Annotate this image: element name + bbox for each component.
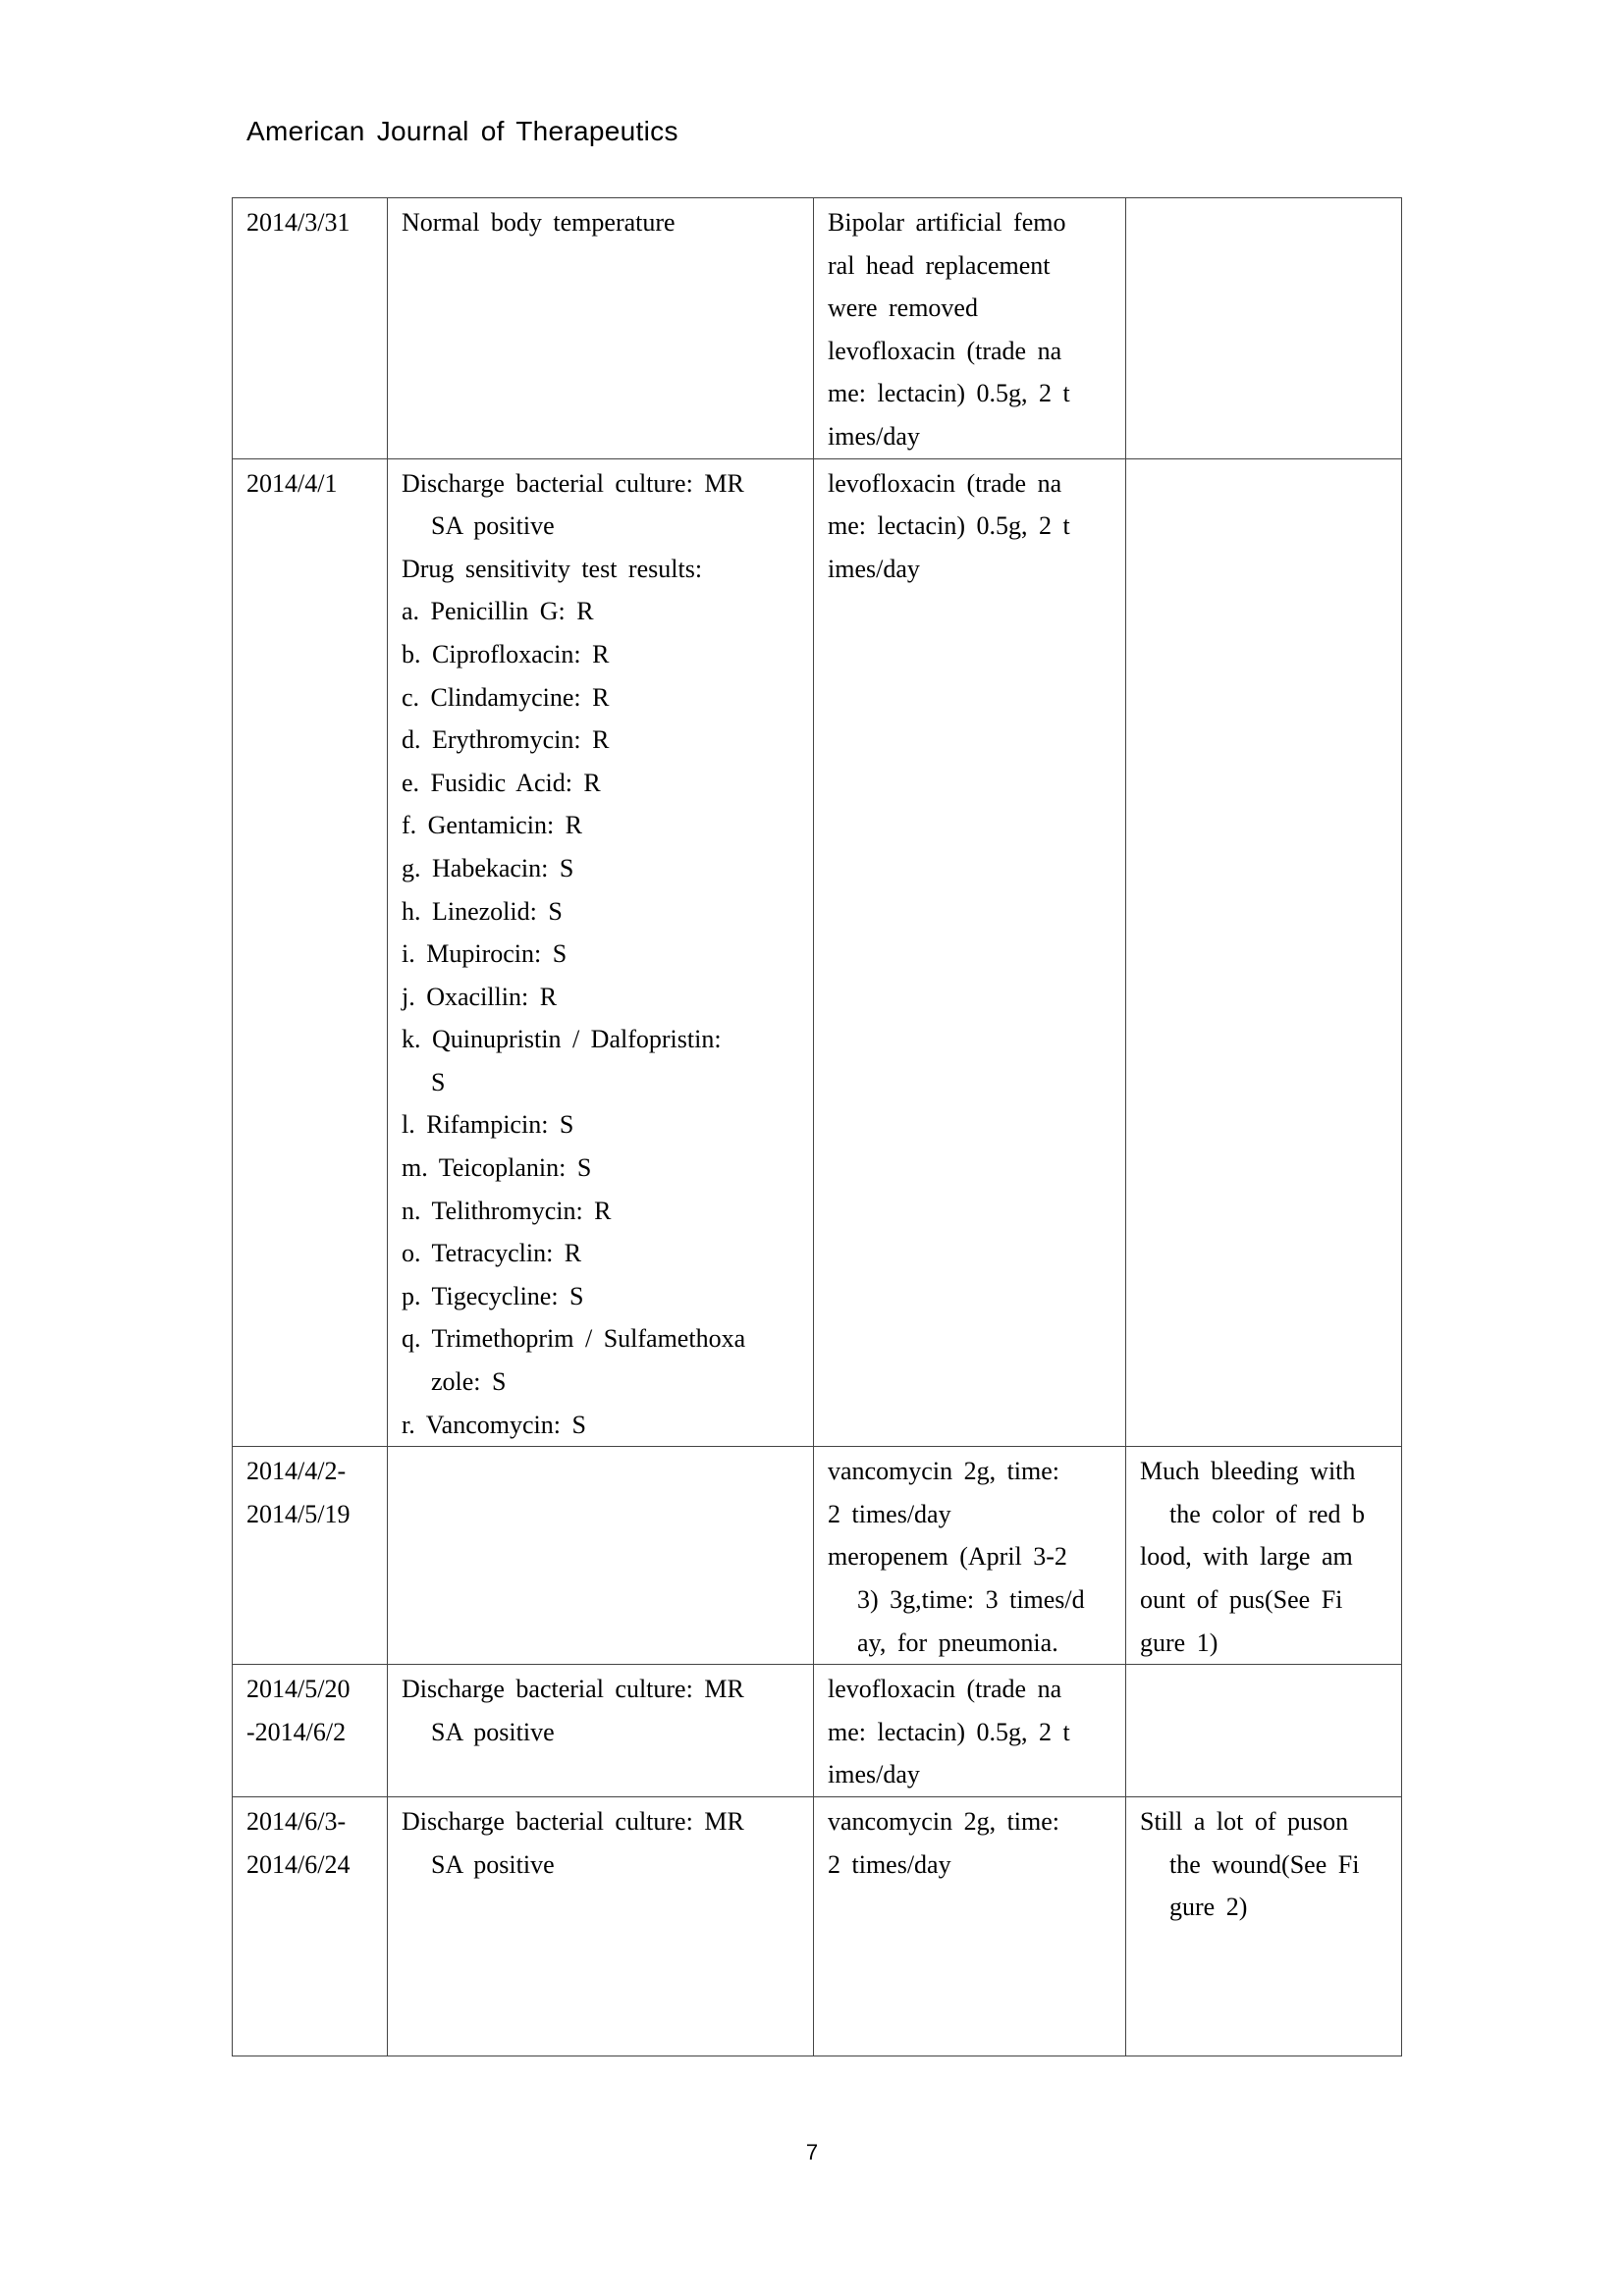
cell-text-line: 2014/6/3-: [246, 1806, 347, 1836]
cell-text-line: 2 times/day: [828, 1499, 951, 1528]
cell-text-line: zole: S: [431, 1367, 507, 1397]
cell-text-line: e. Fusidic Acid: R: [402, 768, 601, 797]
notes-cell: [1126, 1447, 1402, 1665]
table-row: [233, 1447, 1402, 1665]
table-body: [233, 198, 1402, 2056]
cell-text-line: q. Trimethoprim / Sulfamethoxa: [402, 1324, 746, 1354]
cell-text-line: Still a lot of puson: [1140, 1806, 1349, 1836]
cell-text-line: 2014/4/1: [246, 468, 338, 498]
findings-cell: [388, 198, 814, 459]
cell-text-line: i. Mupirocin: S: [402, 939, 568, 969]
journal-title: American Journal of Therapeutics: [246, 116, 678, 146]
cell-text-line: me: lectacin) 0.5g, 2 t: [828, 379, 1070, 408]
cell-text-line: meropenem (April 3-2: [828, 1542, 1067, 1572]
notes-cell: [1126, 1665, 1402, 1797]
findings-cell: [388, 458, 814, 1447]
cell-text-line: f. Gentamicin: R: [402, 811, 583, 840]
cell-text-line: ay, for pneumonia.: [857, 1628, 1058, 1657]
cell-text-line: 2014/6/24: [246, 1849, 351, 1879]
cell-text-line: vancomycin 2g, time:: [828, 1457, 1060, 1486]
date-cell: [233, 1665, 388, 1797]
cell-text-line: b. Ciprofloxacin: R: [402, 639, 610, 668]
cell-text-line: Drug sensitivity test results:: [402, 554, 703, 583]
cell-text-line: d. Erythromycin: R: [402, 725, 610, 755]
cell-text-line: imes/day: [828, 1760, 920, 1789]
cell-text-line: me: lectacin) 0.5g, 2 t: [828, 511, 1070, 541]
cell-text-line: k. Quinupristin / Dalfopristin:: [402, 1025, 722, 1054]
cell-text-line: c. Clindamycine: R: [402, 682, 610, 712]
cell-text-line: h. Linezolid: S: [402, 896, 563, 926]
notes-cell: [1126, 1796, 1402, 2056]
cell-text-line: ral head replacement: [828, 250, 1051, 280]
cell-text-line: lood, with large am: [1140, 1542, 1353, 1572]
cell-text-line: the wound(See Fi: [1169, 1849, 1360, 1879]
cell-text-line: g. Habekacin: S: [402, 853, 574, 882]
cell-text-line: SA positive: [431, 1849, 555, 1879]
cell-text-line: levofloxacin (trade na: [828, 468, 1062, 498]
cell-text-line: me: lectacin) 0.5g, 2 t: [828, 1717, 1070, 1746]
cell-text-line: were removed: [828, 294, 978, 323]
cell-text-line: a. Penicillin G: R: [402, 597, 594, 626]
cell-text-line: 2 times/day: [828, 1849, 951, 1879]
date-cell: [233, 198, 388, 459]
notes-cell: [1126, 458, 1402, 1447]
treatment-cell: [814, 1665, 1126, 1797]
cell-text-line: 2014/4/2-: [246, 1457, 347, 1486]
cell-text-line: p. Tigecycline: S: [402, 1281, 584, 1310]
cell-text-line: j. Oxacillin: R: [402, 982, 558, 1011]
cell-text-line: gure 2): [1169, 1893, 1248, 1922]
cell-text-line: vancomycin 2g, time:: [828, 1806, 1060, 1836]
cell-text-line: o. Tetracyclin: R: [402, 1239, 582, 1268]
cell-text-line: Discharge bacterial culture: MR: [402, 468, 744, 498]
cell-text-line: levofloxacin (trade na: [828, 336, 1062, 365]
cell-text-line: Discharge bacterial culture: MR: [402, 1806, 744, 1836]
treatment-cell: [814, 1447, 1126, 1665]
cell-text-line: l. Rifampicin: S: [402, 1110, 574, 1140]
cell-text-line: r. Vancomycin: S: [402, 1410, 586, 1439]
findings-cell: [388, 1447, 814, 1665]
cell-text-line: levofloxacin (trade na: [828, 1675, 1062, 1704]
cell-text-line: Normal body temperature: [402, 208, 676, 237]
cell-text-line: ount of pus(See Fi: [1140, 1585, 1343, 1614]
cell-text-line: imes/day: [828, 554, 920, 583]
treatment-cell: [814, 198, 1126, 459]
cell-text-line: 3) 3g,time: 3 times/d: [857, 1585, 1085, 1614]
cell-text-line: 2014/5/20: [246, 1675, 351, 1704]
cell-text-line: the color of red b: [1169, 1499, 1366, 1528]
cell-text-line: -2014/6/2: [246, 1717, 347, 1746]
date-cell: [233, 1796, 388, 2056]
date-cell: [233, 1447, 388, 1665]
cell-text-line: SA positive: [431, 1717, 555, 1746]
cell-text-line: 2014/5/19: [246, 1499, 351, 1528]
table-row: [233, 1796, 1402, 2056]
cell-text-line: gure 1): [1140, 1628, 1218, 1657]
table-row: [233, 1665, 1402, 1797]
cell-text-line: S: [431, 1067, 446, 1096]
treatment-cell: [814, 1796, 1126, 2056]
cell-text-line: n. Telithromycin: R: [402, 1196, 612, 1225]
notes-cell: [1126, 198, 1402, 459]
cell-text-line: Discharge bacterial culture: MR: [402, 1675, 744, 1704]
page-number: 7: [805, 2140, 819, 2164]
date-cell: [233, 458, 388, 1447]
treatment-cell: [814, 458, 1126, 1447]
findings-cell: [388, 1796, 814, 2056]
findings-cell: [388, 1665, 814, 1797]
cell-text-line: 2014/3/31: [246, 208, 351, 237]
cell-text-line: SA positive: [431, 511, 555, 541]
cell-text-line: imes/day: [828, 421, 920, 451]
cell-text-line: Much bleeding with: [1140, 1457, 1356, 1486]
cell-text-line: m. Teicoplanin: S: [402, 1153, 592, 1183]
table-row: [233, 198, 1402, 459]
cell-text-line: Bipolar artificial femo: [828, 208, 1066, 237]
clinical-course-table: [232, 197, 1402, 2056]
table-row: [233, 458, 1402, 1447]
